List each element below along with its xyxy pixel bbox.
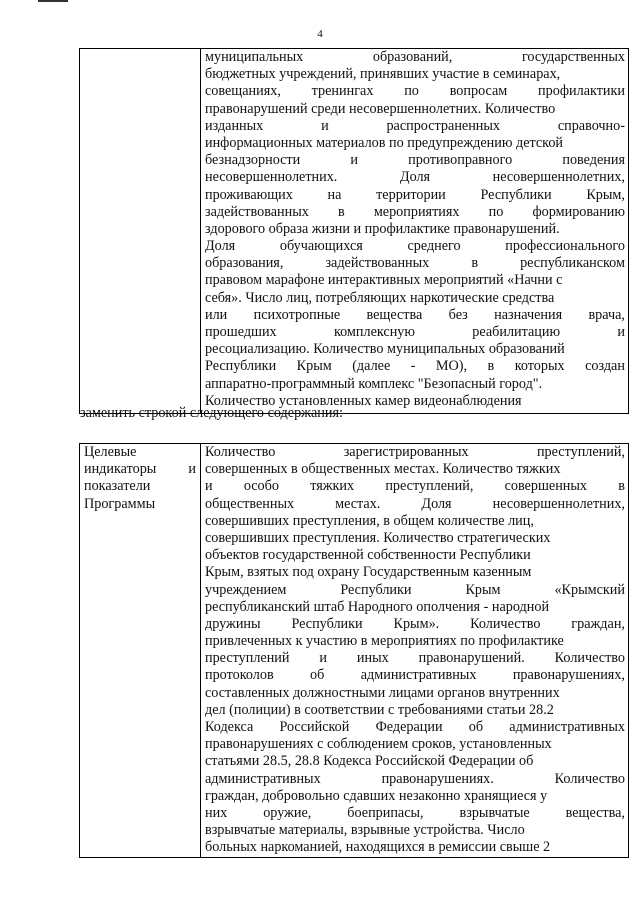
text-word: аппаратно-программный комплекс "Безопасный город". [205,375,543,392]
text-line [205,478,625,495]
text-word: Целевые [84,444,137,460]
text-word: и [319,650,327,667]
text-line [205,238,625,255]
text-word: «Крымский [554,581,625,598]
text-line [205,204,625,221]
text-line [205,839,625,856]
text-word: иных [356,650,389,667]
text-word: общественных [205,495,295,512]
text-word: Крым, взятых под охрану Государственным казенным [205,564,532,581]
text-word: образования, [205,255,284,272]
text-word: правонарушениях с соблюдением сроков, установленных [205,736,552,753]
text-word: правовом марафоне интерактивных мероприятий «Начни с [205,272,563,289]
bottom-table-text [205,444,625,857]
text-word: показатели [84,478,151,495]
text-word: реабилитацию [472,324,561,340]
text-word: вопросам [449,83,508,100]
text-word: изданных [205,117,264,134]
text-word: Республики [340,581,412,598]
text-word: совершенных [504,478,588,495]
text-line [205,685,625,702]
text-line [205,771,625,788]
text-line [205,753,625,770]
replacement-instruction: заменить строкой следующего содержания: [80,405,343,421]
text-word: муниципальных [205,49,304,65]
text-word: комплексную [333,324,416,340]
text-word: территории [376,186,446,203]
text-line [205,49,625,66]
text-line [205,496,625,513]
text-line [205,513,625,530]
text-line [205,805,625,822]
text-word: МО), [435,358,468,375]
text-word: зарегистрированных [343,444,469,460]
text-line [205,564,625,581]
text-line [205,341,625,358]
text-line [205,702,625,719]
text-word: Крым [296,358,332,375]
indicator-heading [80,444,200,513]
text-line [205,736,625,753]
text-word: психотропные [253,306,341,323]
text-word: тренингах [311,83,374,100]
text-line [205,616,625,633]
text-word: (далее [352,358,391,375]
page-number: 4 [317,28,323,40]
text-word: - [410,358,416,375]
text-word: несовершеннолетних, [492,169,625,186]
text-line [205,822,625,839]
text-word: них [205,804,228,821]
text-word: правонарушений. [418,650,525,667]
text-word: профессионального [505,238,625,255]
text-word: граждан, добровольно сдавших незаконно хранящиеся у [205,787,548,804]
text-word: безнадзорности [205,152,301,169]
top-table-left-cell [80,49,201,414]
text-word: в [618,478,625,495]
text-word: преступлений [205,650,290,667]
text-word: привлеченных к участию в мероприятиях по профилактике [205,633,564,650]
text-word: правонарушениях, [512,667,625,684]
text-line [205,307,625,324]
text-word: взрывчатые [459,804,530,821]
text-line [205,221,625,238]
text-word: формированию [532,203,625,220]
text-word: административных [360,667,477,684]
text-word: проживающих [205,186,293,203]
text-word: задействованных [205,203,309,220]
text-word: совершивших преступления. Количество стратегических [205,529,551,546]
text-line [80,478,200,495]
text-word: протоколов [205,667,274,684]
text-word: граждан, [571,615,625,632]
text-word: задействованных [325,255,430,272]
text-line [205,101,625,118]
text-word: Кодекса [205,719,254,735]
text-line [205,324,625,341]
text-word: правонарушений среди несовершеннолетних. Количество [205,100,556,117]
text-word: объектов государственной собственности Республики [205,547,531,564]
text-line [205,444,625,461]
corner-scan-mark [38,0,68,2]
text-word: по [404,83,419,100]
text-word: назначения [494,306,563,323]
text-line [80,496,200,513]
text-word: Количество [205,444,276,460]
text-word: поведения [562,152,625,169]
text-word: в [471,255,479,272]
text-word: совещаниях, [205,83,281,100]
text-word: оружие, [263,804,312,821]
text-word: образований, [372,49,453,65]
text-word: местах. [335,495,381,512]
text-word: особо [243,478,279,495]
text-word: информационных материалов по предупреждению детской [205,134,564,151]
top-table-text [205,49,625,410]
text-line [205,169,625,186]
text-word: врача, [588,306,625,323]
text-word: которых [514,358,565,375]
text-word: без [448,306,468,323]
top-table-right-cell [201,49,629,414]
text-line [205,599,625,616]
text-word: об [310,667,325,684]
text-word: индикаторы [84,461,157,478]
text-word: в [337,203,345,220]
text-line [205,255,625,272]
text-word: тяжких [310,478,355,495]
text-word: обучающихся [279,238,363,255]
text-line [205,135,625,152]
text-word: совершивших преступления, в общем количестве лиц, [205,512,534,529]
text-line [205,530,625,547]
text-word: правонарушениях. [381,770,494,787]
text-word: Количество установленных камер видеонаблюдения [205,392,522,409]
text-line [205,66,625,83]
text-word: дел (полиции) в соответствии с требованиями статьи 28.2 [205,701,554,718]
text-word: Программы [84,495,156,512]
text-word: себя». Число лиц, потребляющих наркотические средства [205,289,555,306]
text-word: Крым, [586,186,625,203]
text-word: Доля [421,495,452,512]
text-line [205,667,625,684]
text-word: Количество [470,615,541,632]
text-line [205,376,625,393]
text-word: противоправного [408,152,513,169]
text-line [205,152,625,169]
text-line [205,582,625,599]
text-word: вещества [366,306,423,323]
text-word: здорового образа жизни и профилактике правонарушений. [205,220,560,237]
text-word: создан [585,358,625,375]
text-line [205,83,625,100]
text-line [205,358,625,375]
text-word: Количество [554,650,625,667]
text-word: и [350,152,358,169]
text-word: несовершеннолетних, [492,495,625,512]
text-word: Доля [399,169,431,186]
text-word: Российской [279,719,350,735]
text-word: на [327,186,342,203]
text-word: ресоциализацию. Количество муниципальных образований [205,341,565,358]
text-word: административных [509,719,625,735]
top-table [79,48,629,414]
text-word: статьями 28.5, 28.8 Кодекса Российской Федерации об [205,753,534,770]
text-word: административных [205,770,321,787]
text-word: Республики [205,358,277,375]
text-word: совершенных в общественных местах. Количество тяжких [205,461,561,478]
text-word: и [617,324,625,340]
text-word: учреждением [205,581,287,598]
bottom-table-left-cell [80,444,201,858]
text-line [205,719,625,736]
text-word: вещества, [565,804,625,821]
text-word: преступлений, [385,478,474,495]
text-word: и [321,117,329,134]
text-word: Крым». [393,615,440,632]
text-word: об [468,719,484,735]
text-line [205,272,625,289]
text-line [205,547,625,564]
text-word: больных наркоманией, находящихся в ремиссии свыше 2 [205,839,551,856]
text-word: несовершеннолетних. [205,169,338,186]
text-word: по [488,203,504,220]
text-word: и [205,478,213,495]
text-word: и [188,461,196,478]
text-line [205,633,625,650]
text-word: прошедших [205,324,277,340]
text-word: справочно- [557,117,625,134]
text-line [205,187,625,204]
text-line [205,118,625,135]
text-line [205,461,625,478]
text-word: боеприпасы, [347,804,424,821]
text-word: Доля [205,238,236,255]
bottom-table-right-cell [201,444,629,858]
text-word: среднего [407,238,461,255]
text-word: профилактики [538,83,625,100]
text-word: в [487,358,495,375]
text-word: мероприятиях [373,203,460,220]
text-line [205,788,625,805]
text-word: составленных должностными лицами органов внутренних [205,684,560,701]
text-word: взрывчатые материалы, взрывные устройства. Число [205,822,525,839]
text-line [205,290,625,307]
text-word: Количество [554,770,625,787]
text-word: Федерации [375,719,443,735]
bottom-table [79,443,629,858]
text-word: или [205,306,228,323]
text-word: Крым [465,581,501,598]
text-word: Республики [480,186,552,203]
text-word: Республики [291,615,363,632]
text-word: республиканский штаб Народного ополчения - народной [205,598,550,615]
text-word: республиканском [520,255,625,272]
text-word: дружины [205,615,261,632]
text-line [80,444,200,461]
text-word: государственных [521,49,625,65]
text-word: преступлений, [536,444,625,460]
text-word: бюджетных учреждений, принявших участие в семинарах, [205,66,561,83]
text-word: распространенных [386,117,501,134]
text-line [80,461,200,478]
text-line [205,650,625,667]
